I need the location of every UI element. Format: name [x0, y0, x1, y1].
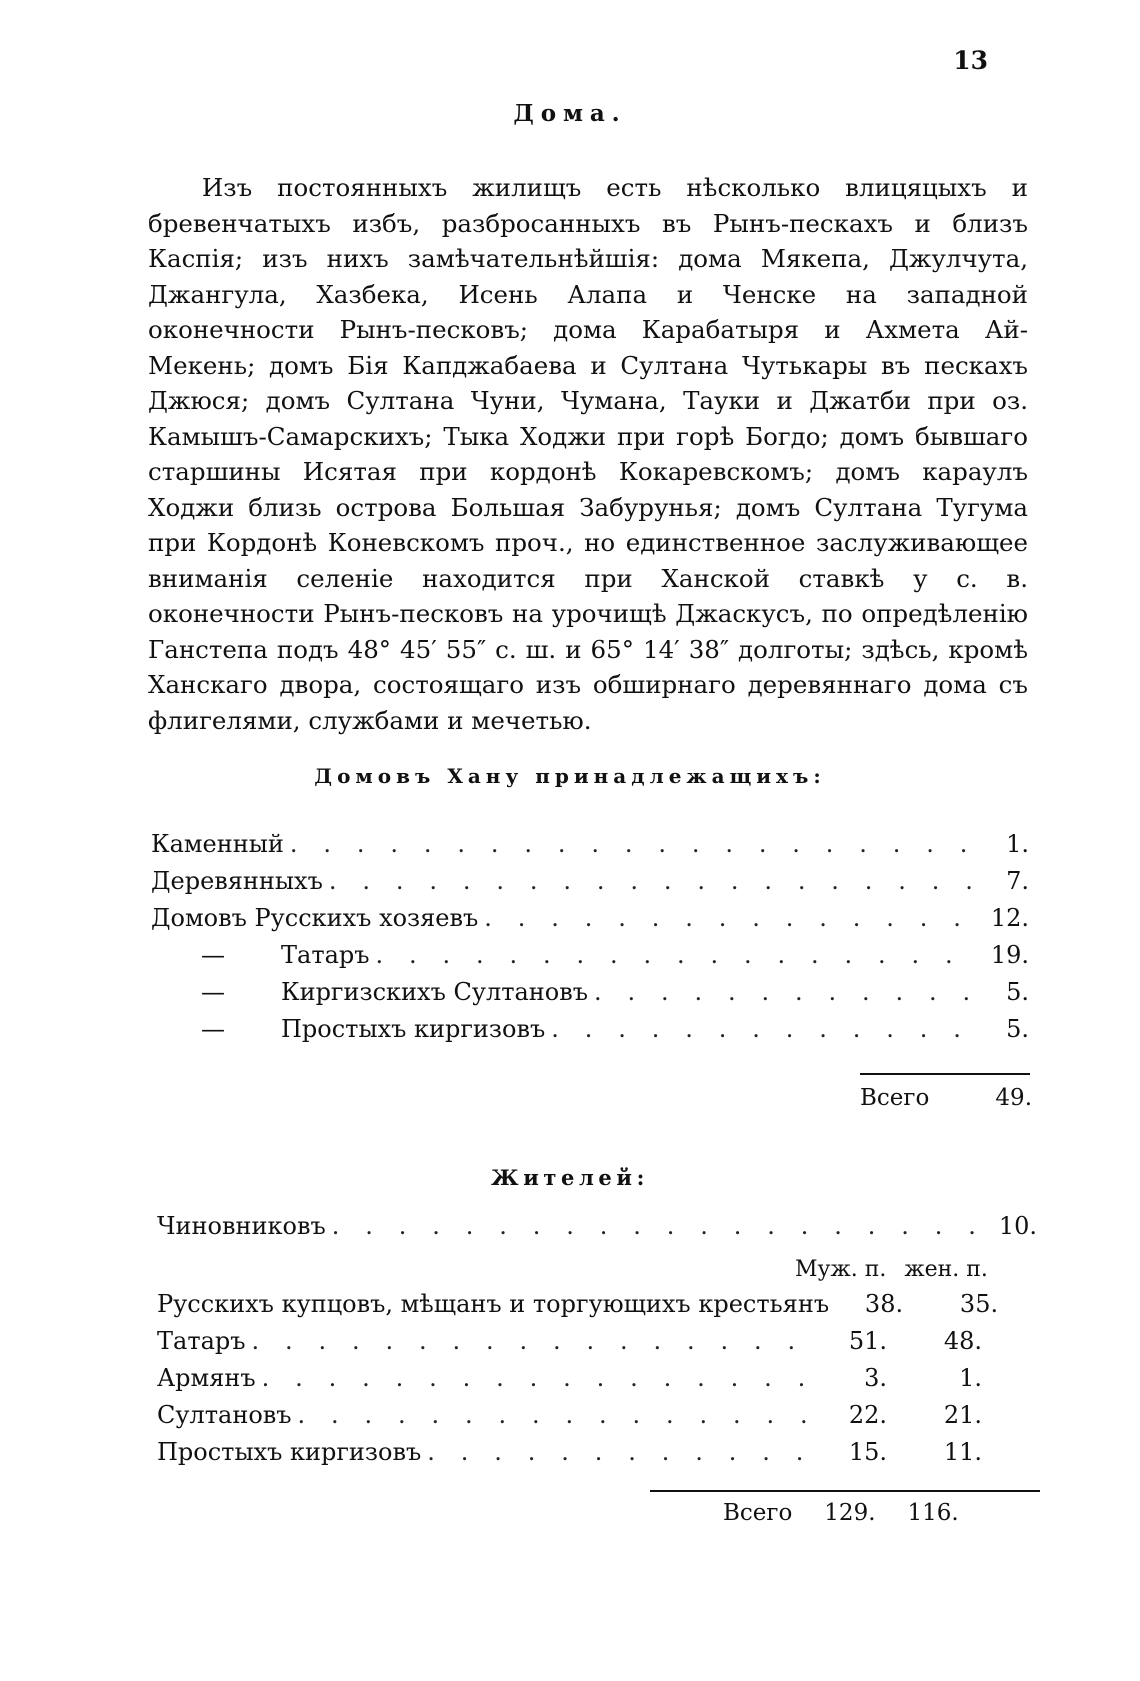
- ditto-dash: —: [201, 941, 225, 969]
- total-value: 49.: [995, 1085, 1032, 1111]
- total-label: Всего: [860, 1085, 930, 1111]
- table-row: [157, 1364, 982, 1401]
- list-item: [151, 941, 1029, 978]
- total-rule: [860, 1073, 1030, 1075]
- ditto-dash: —: [201, 1015, 225, 1043]
- dot-leader: [427, 1438, 811, 1466]
- item-label: Чиновниковъ: [157, 1212, 326, 1240]
- list-item: [151, 830, 1029, 867]
- table-row: [157, 1327, 982, 1364]
- total-male: 129.: [824, 1500, 876, 1526]
- female-count: 11.: [943, 1438, 982, 1466]
- page-number: 13: [953, 46, 988, 75]
- column-headers: [795, 1257, 988, 1282]
- dot-leader: [298, 1401, 811, 1429]
- item-value: 1.: [1006, 830, 1029, 858]
- male-count: 38.: [864, 1290, 904, 1318]
- dot-leader: [332, 1212, 987, 1240]
- houses-list: [151, 830, 1029, 1052]
- dot-leader: [252, 1327, 811, 1355]
- dot-leader: [376, 941, 979, 969]
- total-label: Всего: [723, 1500, 793, 1526]
- list-item: [151, 1015, 1029, 1052]
- female-count: 48.: [943, 1327, 982, 1355]
- item-value: 19.: [990, 941, 1029, 969]
- body-paragraph: Изъ постоянныхъ жилищъ есть нѣсколько влицяцыхъ и бревенчатыхъ избъ, разбросанныхъ въ Рынъ-пескахъ и близъ Каспія; изъ нихъ замѣчательнѣйшія: дома Мякепа, Джулчута, Джангула, Хазбека, Исень Алапа и Ченске на западной оконечности Рынъ-песковъ; дома Карабатыря и Ахмета Ай-Мекень; домъ Бія Капджабаева и Султана Чутькары въ пескахъ Джюся; домъ Султана Чуни, Чумана, Тауки и Джатби при оз. Камышъ-Самарскихъ; Тыка Ходжи при горѣ Богдо; домъ бывшаго старшины Исятая при кордонѣ Кокаревскомъ; домъ караулъ Ходжи близь острова Большая Забурунья; домъ Султана Тугума при Кордонѣ Коневскомъ проч., но единственное заслуживающее вниманія селеніе находится при Ханской ставкѣ у с. в. оконечности Рынъ-песковъ на урочищѣ Джаскусъ, по опредѣленію Ганстепа подъ 48° 45′ 55″ с. ш. и 65° 14′ 38″ долготы; здѣсь, кромѣ Ханскаго двора, состоящаго изъ обширнаго деревяннаго дома съ флигелями, службами и мечетью.: [148, 173, 1028, 735]
- row-label: Татаръ: [157, 1327, 246, 1355]
- male-count: 22.: [848, 1401, 887, 1429]
- item-value: 7.: [1006, 867, 1029, 895]
- col-female-header: жен. п.: [904, 1257, 988, 1282]
- item-label: Киргизскихъ Султановъ: [281, 978, 589, 1006]
- residents-list: [157, 1290, 999, 1475]
- table-row: [157, 1401, 982, 1438]
- table-row: [157, 1290, 999, 1327]
- houses-title: Домовъ Хану принадлежащихъ:: [314, 764, 826, 788]
- dot-leader: [484, 904, 979, 932]
- item-value: 5.: [1006, 978, 1029, 1006]
- item-value: 12.: [990, 904, 1029, 932]
- list-item: [151, 978, 1029, 1015]
- section-title: Дома.: [513, 100, 627, 127]
- dot-leader: [329, 867, 979, 895]
- dot-leader: [290, 830, 979, 858]
- ditto-dash: —: [201, 978, 225, 1006]
- row-label: Русскихъ купцовъ, мѣщанъ и торгующихъ крестьянъ: [157, 1290, 830, 1318]
- total-rule: [650, 1490, 1040, 1492]
- row-label: Армянъ: [157, 1364, 256, 1392]
- item-label: Деревянныхъ: [151, 867, 323, 895]
- table-row: [157, 1438, 982, 1475]
- list-item: [157, 1212, 1037, 1249]
- male-count: 51.: [848, 1327, 887, 1355]
- item-label: Домовъ Русскихъ хозяевъ: [151, 904, 479, 932]
- female-count: 35.: [959, 1290, 999, 1318]
- total-female: 116.: [907, 1500, 959, 1526]
- row-label: Простыхъ киргизовъ: [157, 1438, 422, 1466]
- female-count: 1.: [959, 1364, 982, 1392]
- dot-leader: [262, 1364, 811, 1392]
- list-item: [151, 904, 1029, 941]
- item-label: Простыхъ киргизовъ: [281, 1015, 546, 1043]
- item-label: Татаръ: [281, 941, 370, 969]
- dot-leader: [551, 1015, 979, 1043]
- item-value: 5.: [1006, 1015, 1029, 1043]
- female-count: 21.: [943, 1401, 982, 1429]
- officials-list: [157, 1212, 1037, 1249]
- col-male-header: Муж. п.: [795, 1257, 887, 1282]
- residents-title: Жителей:: [491, 1165, 649, 1190]
- residents-total: [723, 1500, 959, 1526]
- dot-leader: [594, 978, 979, 1006]
- row-label: Султановъ: [157, 1401, 292, 1429]
- list-item: [151, 867, 1029, 904]
- item-value: 10.: [998, 1212, 1037, 1240]
- houses-total: [860, 1085, 1032, 1111]
- male-count: 15.: [848, 1438, 887, 1466]
- male-count: 3.: [864, 1364, 887, 1392]
- item-label: Каменный: [151, 830, 284, 858]
